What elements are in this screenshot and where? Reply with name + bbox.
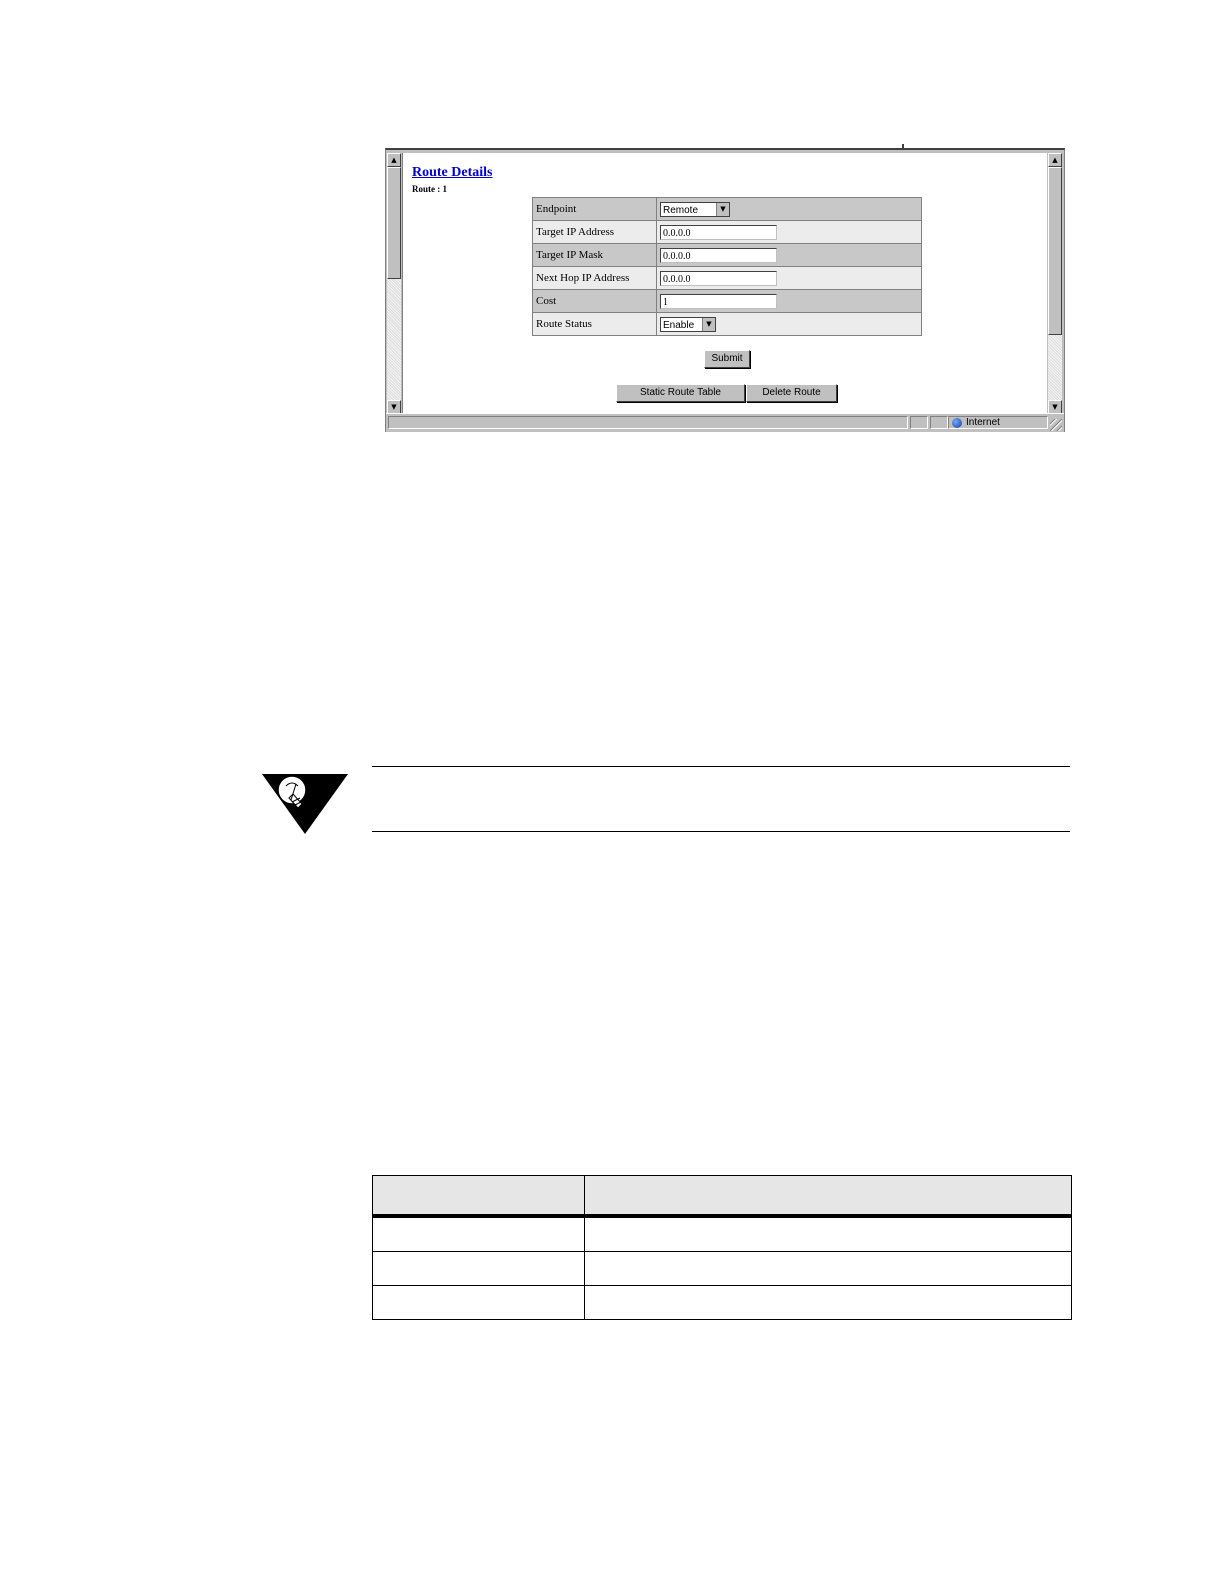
scroll-down-arrow-icon[interactable]: ▼ <box>387 400 401 414</box>
route-status-label: Route Status <box>533 313 657 336</box>
target-ip-input[interactable]: 0.0.0.0 <box>660 225 777 240</box>
lightbulb-icon <box>262 772 348 836</box>
cost-label: Cost <box>533 290 657 313</box>
delete-route-button[interactable]: Delete Route <box>746 384 837 402</box>
resize-grip-icon[interactable] <box>1050 419 1062 431</box>
table-cell <box>373 1216 585 1252</box>
left-scrollbar[interactable] <box>387 153 401 414</box>
note-bottom-rule <box>372 831 1070 832</box>
table-header-cell <box>373 1176 585 1217</box>
chevron-down-icon[interactable]: ▼ <box>716 203 729 216</box>
form-row-endpoint <box>533 198 922 221</box>
scroll-up-arrow-icon[interactable]: ▲ <box>387 153 401 167</box>
table-cell <box>585 1216 1072 1252</box>
table-cell <box>373 1286 585 1320</box>
chevron-down-icon[interactable]: ▼ <box>702 318 715 331</box>
globe-icon <box>952 418 962 428</box>
route-form <box>532 197 922 336</box>
scroll-down-arrow-icon[interactable]: ▼ <box>1048 400 1062 414</box>
table-row <box>373 1252 1072 1286</box>
window-tick-mark <box>902 144 904 150</box>
description-table <box>372 1175 1072 1320</box>
status-text-pane <box>388 416 908 429</box>
table-cell <box>373 1252 585 1286</box>
browser-window <box>385 148 1065 432</box>
next-hop-input[interactable]: 0.0.0.0 <box>660 271 777 286</box>
page-title[interactable]: Route Details <box>412 165 493 180</box>
endpoint-select[interactable]: Remote ▼ <box>660 202 730 217</box>
form-row-cost <box>533 290 922 313</box>
submit-button[interactable]: Submit <box>704 350 750 368</box>
right-scrollbar[interactable] <box>1048 153 1062 414</box>
table-cell <box>585 1252 1072 1286</box>
right-scrollbar-thumb[interactable] <box>1048 167 1062 335</box>
table-row <box>373 1286 1072 1320</box>
target-ip-label: Target IP Address <box>533 221 657 244</box>
table-row <box>373 1216 1072 1252</box>
static-route-table-button[interactable]: Static Route Table <box>616 384 745 402</box>
endpoint-label: Endpoint <box>533 198 657 221</box>
table-header-cell <box>585 1176 1072 1217</box>
target-mask-label: Target IP Mask <box>533 244 657 267</box>
table-header-row <box>373 1176 1072 1217</box>
status-pane <box>930 416 948 429</box>
route-subtitle: Route : 1 <box>412 184 447 194</box>
page-content <box>402 153 1047 414</box>
status-bar <box>386 413 1064 432</box>
zone-label: Internet <box>966 417 1000 428</box>
form-row-target-mask <box>533 244 922 267</box>
form-row-next-hop <box>533 267 922 290</box>
route-status-select[interactable]: Enable ▼ <box>660 317 716 332</box>
next-hop-label: Next Hop IP Address <box>533 267 657 290</box>
form-row-target-ip <box>533 221 922 244</box>
left-scrollbar-thumb[interactable] <box>387 167 401 279</box>
target-mask-input[interactable]: 0.0.0.0 <box>660 248 777 263</box>
cost-input[interactable]: 1 <box>660 294 777 309</box>
table-cell <box>585 1286 1072 1320</box>
status-pane <box>910 416 928 429</box>
note-top-rule <box>372 766 1070 767</box>
scroll-up-arrow-icon[interactable]: ▲ <box>1048 153 1062 167</box>
form-row-route-status <box>533 313 922 336</box>
